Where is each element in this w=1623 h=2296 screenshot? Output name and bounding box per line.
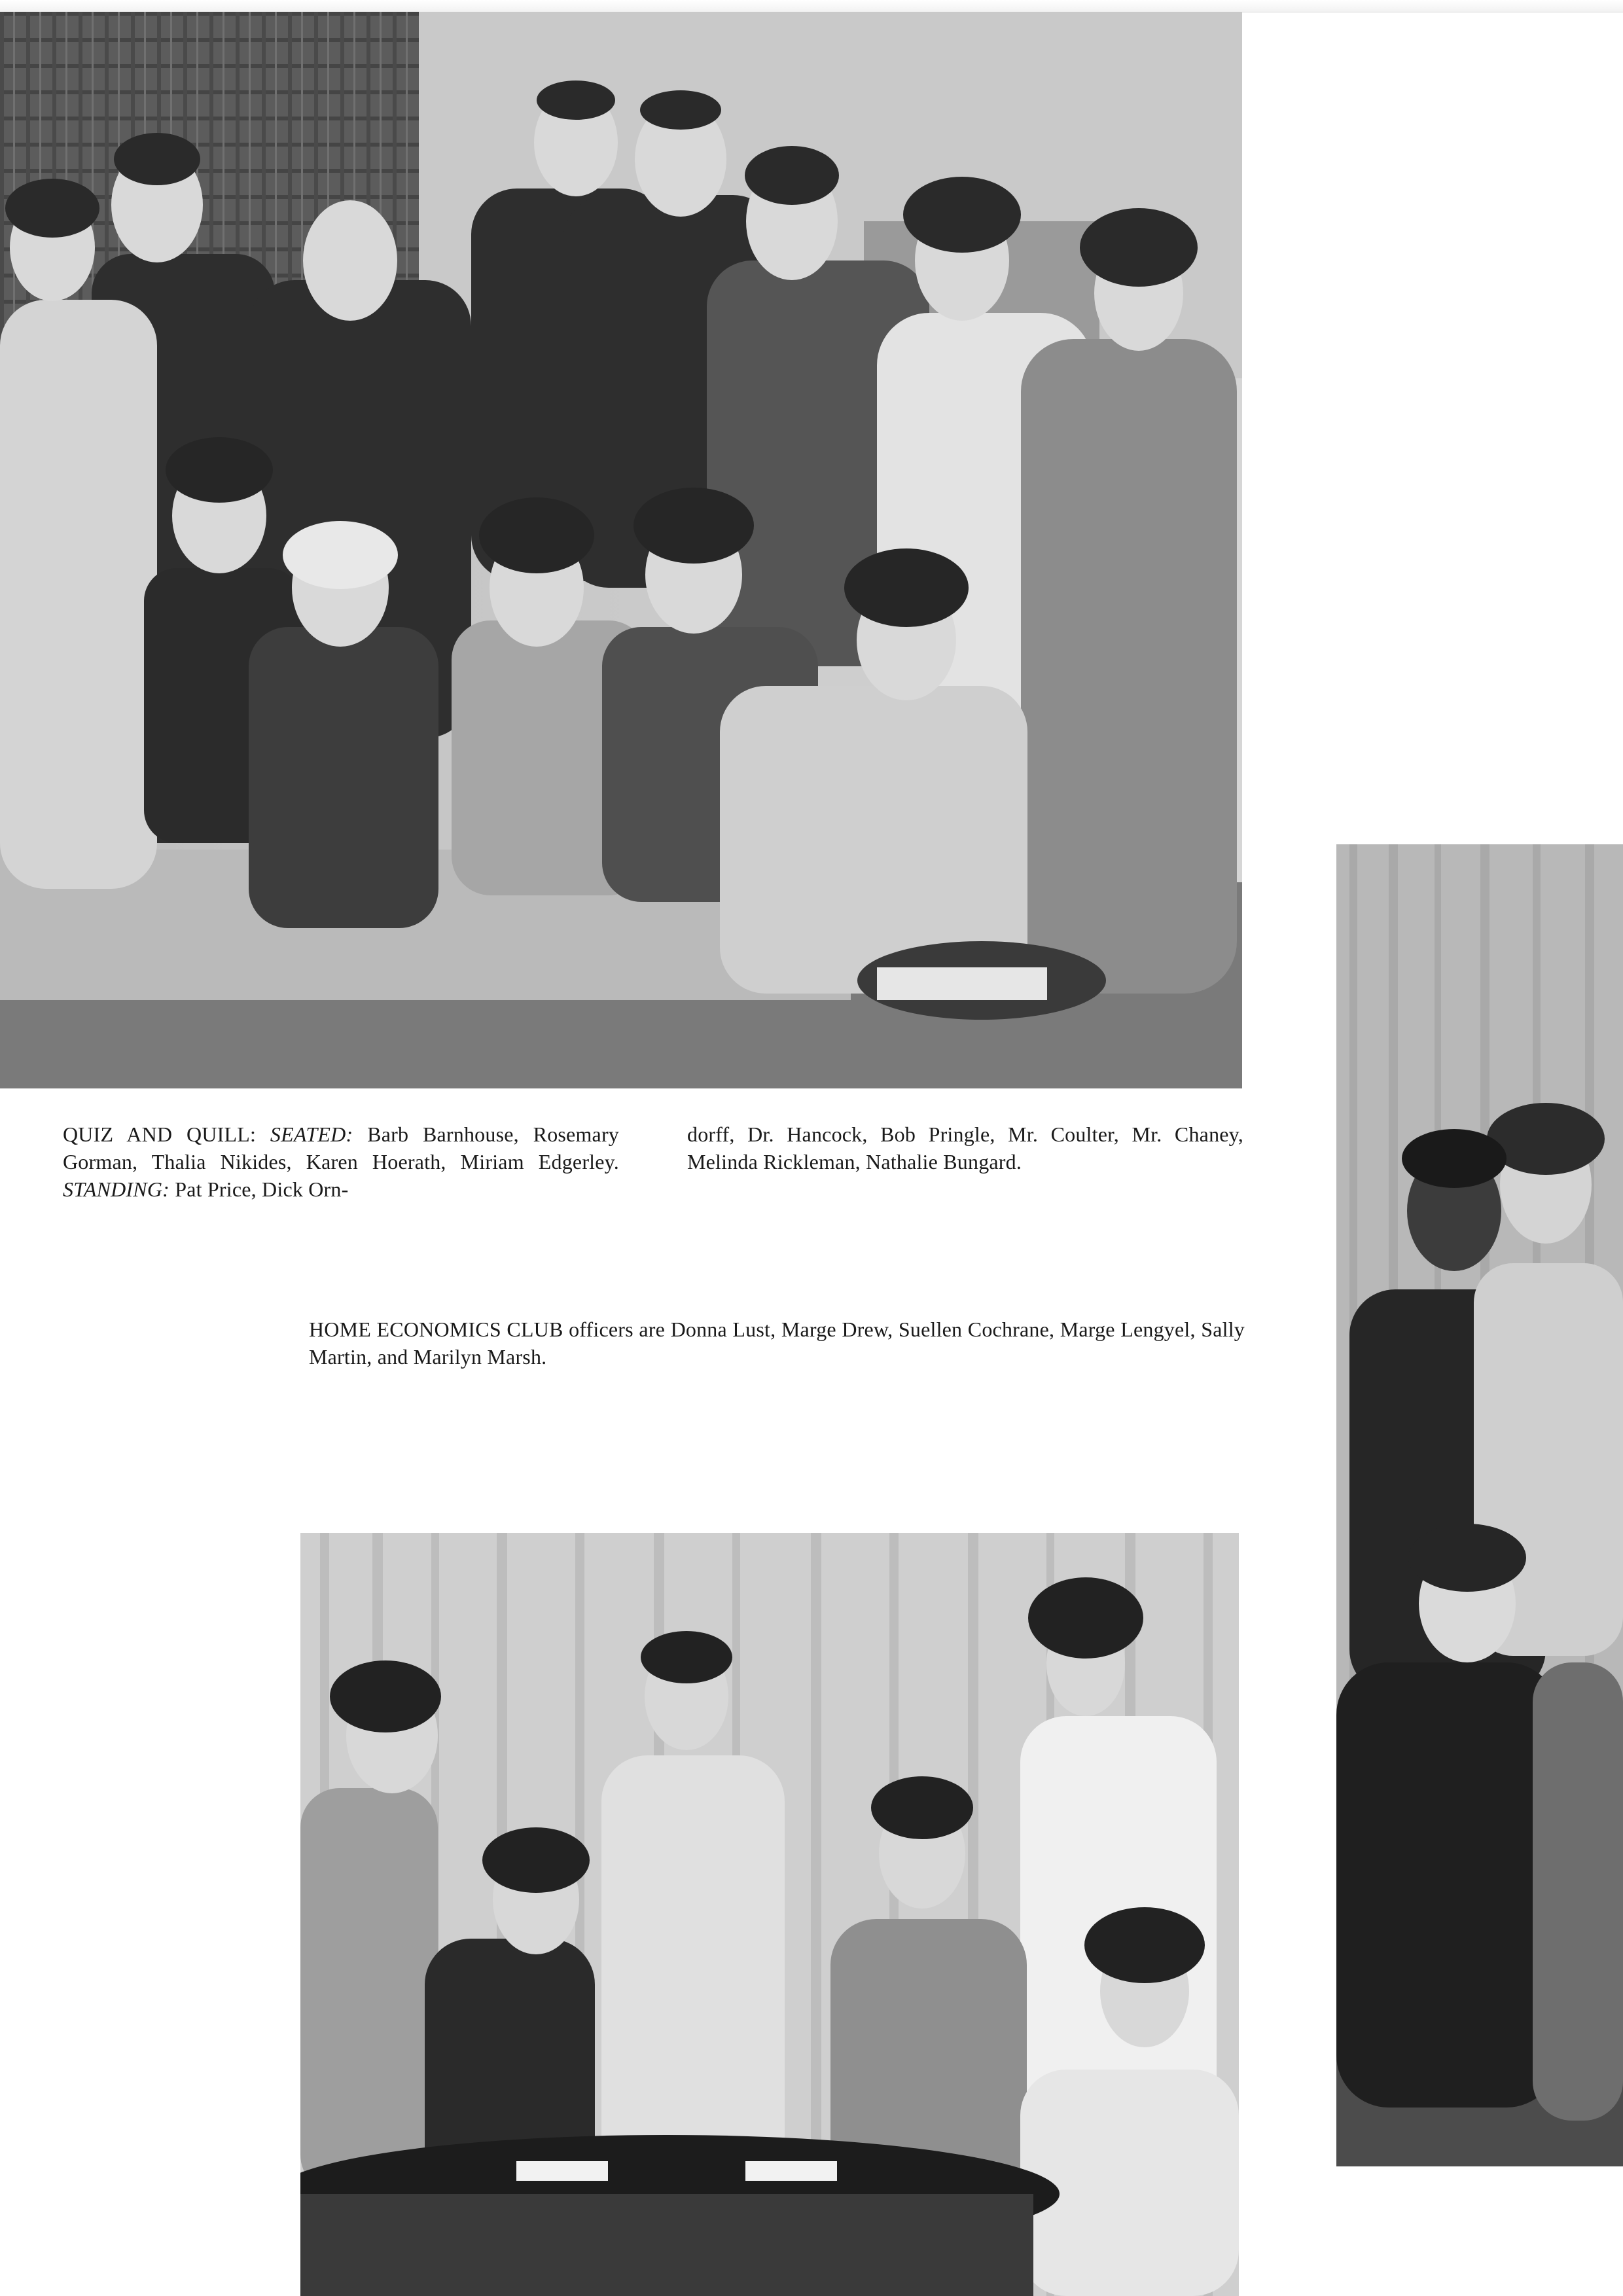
standing-names-part1: Pat Price, Dick Orn-	[175, 1177, 349, 1201]
standing-label: STANDING:	[63, 1177, 169, 1201]
quiz-and-quill-group-photo	[0, 12, 1242, 1088]
quiz-and-quill-caption-left	[63, 1121, 619, 1203]
club-name-home-economics: HOME ECONOMICS CLUB	[309, 1318, 563, 1341]
home-economics-caption	[309, 1316, 1245, 1371]
quiz-and-quill-caption-right	[687, 1121, 1243, 1175]
home-economics-club-photo	[300, 1533, 1239, 2296]
quiz-and-quill-photo-image	[0, 12, 1242, 1088]
seated-names: Barb Barnhouse, Rosemary Gorman, Thalia Nikides, Karen Hoerath, Miriam Edgerley.	[63, 1122, 620, 1174]
adjacent-group-photo-cropped	[1336, 844, 1623, 2166]
club-name-quiz-and-quill: QUIZ AND QUILL:	[63, 1122, 257, 1146]
page-top-edge	[0, 0, 1623, 12]
adjacent-photo-image	[1336, 844, 1623, 2166]
standing-names-part2: dorff, Dr. Hancock, Bob Pringle, Mr. Coulter, Mr. Chaney, Melinda Rickleman, Nathalie Bungard.	[687, 1122, 1243, 1174]
seated-label: SEATED:	[270, 1122, 353, 1146]
home-economics-officers: officers are Donna Lust, Marge Drew, Suellen Cochrane, Marge Lengyel, Sally Martin, and Marilyn Marsh.	[309, 1318, 1245, 1369]
home-economics-photo-image	[300, 1533, 1239, 2296]
